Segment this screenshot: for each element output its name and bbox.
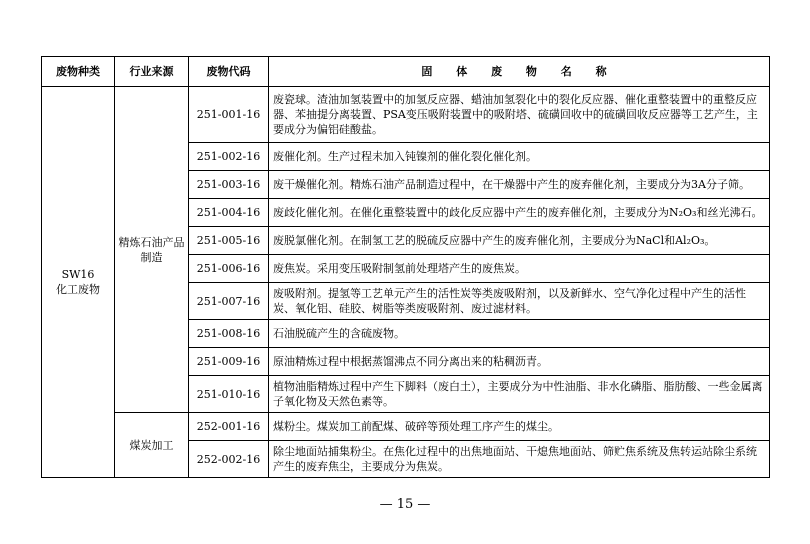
waste-code: 251-002-16 [189, 143, 269, 171]
table-row [42, 87, 770, 143]
table-row [42, 413, 770, 441]
waste-code: 251-010-16 [189, 376, 269, 413]
waste-description: 植物油脂精炼过程中产生下脚料（废白土），主要成分为中性油脂、非水化磷脂、脂肪酸、一些金属离子氧化物及天然色素等。 [269, 376, 770, 413]
waste-code: 251-006-16 [189, 255, 269, 283]
page-number: — 15 — [379, 497, 431, 512]
waste-code: 251-008-16 [189, 320, 269, 348]
header-industry-source: 行业来源 [115, 57, 189, 87]
industry-group-cell [115, 87, 189, 413]
table-header-row [42, 57, 770, 87]
category-code: SW16 [61, 268, 95, 281]
waste-code: 251-005-16 [189, 227, 269, 255]
waste-code: 251-007-16 [189, 283, 269, 320]
waste-code: 251-004-16 [189, 199, 269, 227]
waste-description: 废焦炭。采用变压吸附制氢前处理塔产生的废焦炭。 [269, 255, 770, 283]
waste-description: 废脱氯催化剂。在制氢工艺的脱硫反应器中产生的废弃催化剂，主要成分为NaCl和Al₂O₃。 [269, 227, 770, 255]
waste-table [41, 56, 770, 478]
waste-code: 252-002-16 [189, 441, 269, 478]
waste-code: 251-001-16 [189, 87, 269, 143]
category-name: 化工废物 [56, 283, 100, 296]
waste-description: 废瓷球。渣油加氢装置中的加氢反应器、蜡油加氢裂化中的裂化反应器、催化重整装置中的重整反应器、苯抽提分离装置、PSA变压吸附装置中的吸附塔、硫磺回收中的硫磺回收反应器等工艺产生，主要成分为偏铝硅酸盐。 [269, 87, 770, 143]
waste-description: 废吸附剂。提氢等工艺单元产生的活性炭等类废吸附剂，以及新鲜水、空气净化过程中产生的活性炭、氧化铝、硅胶、树脂等类废吸附剂、废过滤材料。 [269, 283, 770, 320]
waste-description: 除尘地面站捕集粉尘。在焦化过程中的出焦地面站、干熄焦地面站、筛贮焦系统及焦转运站除尘系统产生的废弃焦尘，主要成分为焦炭。 [269, 441, 770, 478]
waste-description: 废歧化催化剂。在催化重整装置中的歧化反应器中产生的废弃催化剂，主要成分为N₂O₃和丝光沸石。 [269, 199, 770, 227]
header-waste-type: 废物种类 [42, 57, 115, 87]
waste-description: 废干燥催化剂。精炼石油产品制造过程中，在干燥器中产生的废弃催化剂，主要成分为3A分子筛。 [269, 171, 770, 199]
category-cell [42, 87, 115, 478]
waste-code: 251-003-16 [189, 171, 269, 199]
waste-code: 252-001-16 [189, 413, 269, 441]
industry-name-line2: 制造 [140, 250, 163, 264]
industry-name-line1: 精炼石油产品 [118, 235, 185, 249]
waste-description: 原油精炼过程中根据蒸馏沸点不同分离出来的粘稠沥青。 [269, 348, 770, 376]
waste-code: 251-009-16 [189, 348, 269, 376]
industry-name-line1: 煤炭加工 [129, 438, 174, 452]
industry-group-cell [115, 413, 189, 478]
waste-description: 石油脱硫产生的含硫废物。 [269, 320, 770, 348]
header-waste-code: 废物代码 [189, 57, 269, 87]
waste-description: 废催化剂。生产过程未加入钝镍剂的催化裂化催化剂。 [269, 143, 770, 171]
waste-description: 煤粉尘。煤炭加工前配煤、破碎等预处理工序产生的煤尘。 [269, 413, 770, 441]
header-waste-name: 固 体 废 物 名 称 [269, 57, 770, 87]
